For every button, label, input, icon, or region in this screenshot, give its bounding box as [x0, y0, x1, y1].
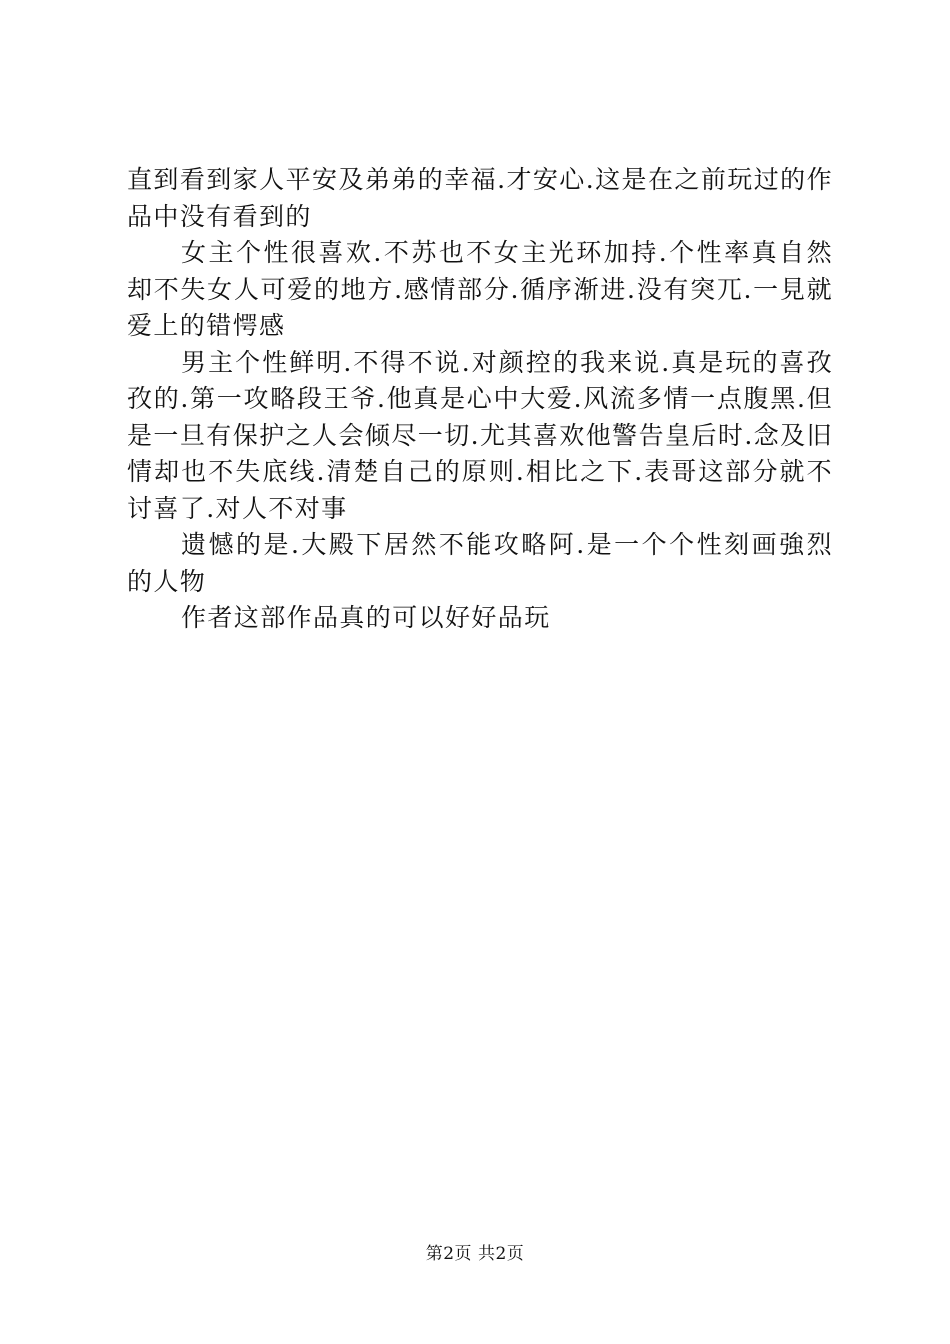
document-body	[127, 162, 833, 637]
paragraph: 遗憾的是.大殿下居然不能攻略阿.是一个个性刻画強烈的人物	[127, 530, 833, 596]
paragraph: 女主个性很喜欢.不苏也不女主光环加持.个性率真自然却不失女人可爱的地方.感情部分.循序渐进.没有突兀.一見就爱上的错愕感	[127, 238, 833, 340]
paragraph: 直到看到家人平安及弟弟的幸福.才安心.这是在之前玩过的作品中没有看到的	[127, 165, 833, 231]
paragraph: 男主个性鲜明.不得不说.对颜控的我来说.真是玩的喜孜孜的.第一攻略段王爷.他真是心中大爱.风流多情一点腹黑.但是一旦有保护之人会倾尽一切.尤其喜欢他警告皇后时.念及旧情却也不失底线.清楚自己的原则.相比之下.表哥这部分就不讨喜了.对人不对事	[127, 347, 833, 523]
page-number-footer: 第2页 共2页	[425, 1244, 525, 1264]
paragraph: 作者这部作品真的可以好好品玩	[181, 603, 551, 632]
